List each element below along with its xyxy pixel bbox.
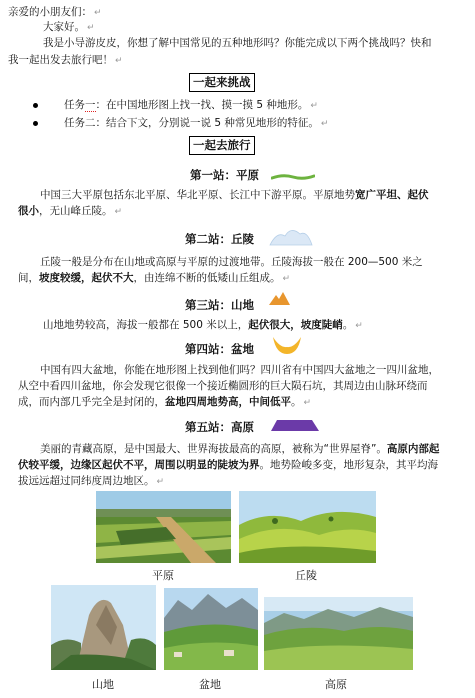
station-3-title-text: 第三站：山地: [185, 298, 254, 312]
paragraph-mark-icon: ↵: [87, 23, 95, 33]
station-1-text-b: ，无山峰丘陵。: [39, 204, 113, 217]
hills-photo: [239, 491, 376, 563]
paragraph-mark-icon: ↵: [114, 206, 123, 217]
paragraph-mark-icon: ↵: [355, 321, 363, 331]
paragraph-mark-icon: ↵: [320, 119, 329, 129]
station-3-title: [185, 297, 254, 313]
paragraph-mark-icon: ↵: [303, 398, 312, 408]
station-2-title: [185, 231, 254, 247]
mountain-icon: [269, 291, 291, 306]
travel-heading-box: [189, 136, 255, 155]
paragraph-mark-icon: ↵: [94, 8, 102, 18]
station-1-title: [190, 167, 259, 183]
mountain-caption: [83, 676, 123, 692]
plateau-caption: [316, 676, 356, 692]
station-1-text-bold: 宽广平坦、起伏很小: [18, 189, 429, 217]
station-2-text-b: ，由连绵不断的低矮山丘组成。: [133, 271, 281, 284]
hill-cloud-icon: [269, 225, 313, 247]
station-2-text-bold: 坡度较缓，起伏不大: [39, 271, 134, 284]
task-1-number: 一: [85, 99, 96, 111]
hills-caption-text: 丘陵: [295, 569, 317, 582]
station-5-text-b: 。地势险峻多变，地形复杂，其平均海拔远远超过同纬度周边地区。: [18, 459, 438, 487]
station-1-title-text: 第一站：平原: [190, 168, 259, 182]
paragraph-mark-icon: ↵: [115, 56, 123, 66]
task-1-prefix: 任务: [64, 99, 85, 111]
station-3-text-b: 。: [342, 319, 354, 331]
intro-paragraph: [8, 35, 432, 70]
task-1-item: [64, 98, 318, 113]
station-4-paragraph: [18, 362, 440, 411]
greeting-line: [8, 5, 102, 20]
task-2-text: 任务二：结合下文，分别说一说 5 种常见地形的特征。: [64, 117, 319, 129]
challenge-heading-text: 一起来挑战: [193, 75, 251, 89]
bullet-icon: [33, 121, 38, 126]
plateau-photo: [264, 597, 413, 670]
intro-text: 我是小导游皮皮，你想了解中国常见的五种地形吗？你能完成以下两个挑战吗？快和我一起出发去旅行吧！: [8, 37, 432, 66]
plain-caption-text: 平原: [152, 569, 174, 582]
greeting-text: 亲爱的小朋友们：: [8, 6, 92, 18]
hills-caption: [286, 567, 326, 583]
station-5-title-text: 第五站：高原: [185, 420, 254, 434]
station-3-text-a: 山地地势较高，海拔一般都在 500 米以上，: [43, 319, 249, 331]
paragraph-mark-icon: ↵: [156, 477, 165, 487]
challenge-heading-box: [189, 73, 255, 92]
station-1-paragraph: [18, 188, 438, 220]
plain-caption: [143, 567, 183, 583]
task-1-text: ：在中国地形图上找一找、摸一摸 5 种地形。: [95, 99, 309, 111]
basin-caption: [190, 676, 230, 692]
basin-photo: [164, 588, 258, 670]
station-4-title: [185, 341, 254, 357]
station-5-title: [185, 419, 254, 435]
bullet-icon: [33, 103, 38, 108]
plateau-icon: [270, 418, 320, 432]
station-1-text-a: 中国三大平原包括东北平原、华北平原、长江中下游平原。平原地势: [40, 189, 355, 201]
station-5-text-bold: 高原内部起伏较平缓，边缘区起伏不平，周围以明显的陡坡为界: [18, 443, 440, 471]
hello-line: [43, 20, 95, 35]
station-2-paragraph: [18, 255, 438, 287]
station-4-text-a: 中国有四大盆地，你能在地形图上找到他们吗？四川省有中国四大盆地之一四川盆地，从空中看四川盆地，你会发现它很像一个接近椭圆形的巨大陨石坑，其周边由山脉环绕而成，而内部几乎完全是封闭的，: [18, 364, 439, 408]
travel-heading-text: 一起去旅行: [193, 138, 251, 152]
mountain-caption-text: 山地: [92, 678, 114, 691]
station-2-title-text: 第二站：丘陵: [185, 232, 254, 246]
paragraph-mark-icon: ↵: [310, 101, 318, 111]
station-4-title-text: 第四站：盆地: [185, 342, 254, 356]
station-2-text-a: 丘陵一般是分布在山地或高原与平原的过渡地带。丘陵海拔一般在 200—500 米之间，: [18, 256, 423, 284]
plateau-caption-text: 高原: [325, 678, 347, 691]
station-5-text-a: 美丽的青藏高原，是中国最大、世界海拔最高的高原，被称为“世界屋脊”。: [40, 443, 387, 455]
station-5-paragraph: [18, 441, 440, 490]
hello-text: 大家好。: [43, 21, 85, 33]
station-4-text-b: 。: [291, 396, 302, 408]
paragraph-mark-icon: ↵: [282, 273, 291, 284]
mountain-photo: [51, 585, 156, 670]
basin-caption-text: 盆地: [199, 678, 221, 691]
station-4-text-bold: 盆地四周地势高，中间低平: [165, 396, 291, 408]
station-3-paragraph: [43, 318, 443, 335]
task-2-item: [64, 116, 328, 131]
plain-line-icon: [271, 171, 315, 183]
station-3-text-bold: 起伏很大，坡度陡峭: [248, 319, 343, 331]
basin-icon: [272, 335, 302, 356]
plain-photo: [96, 491, 231, 563]
